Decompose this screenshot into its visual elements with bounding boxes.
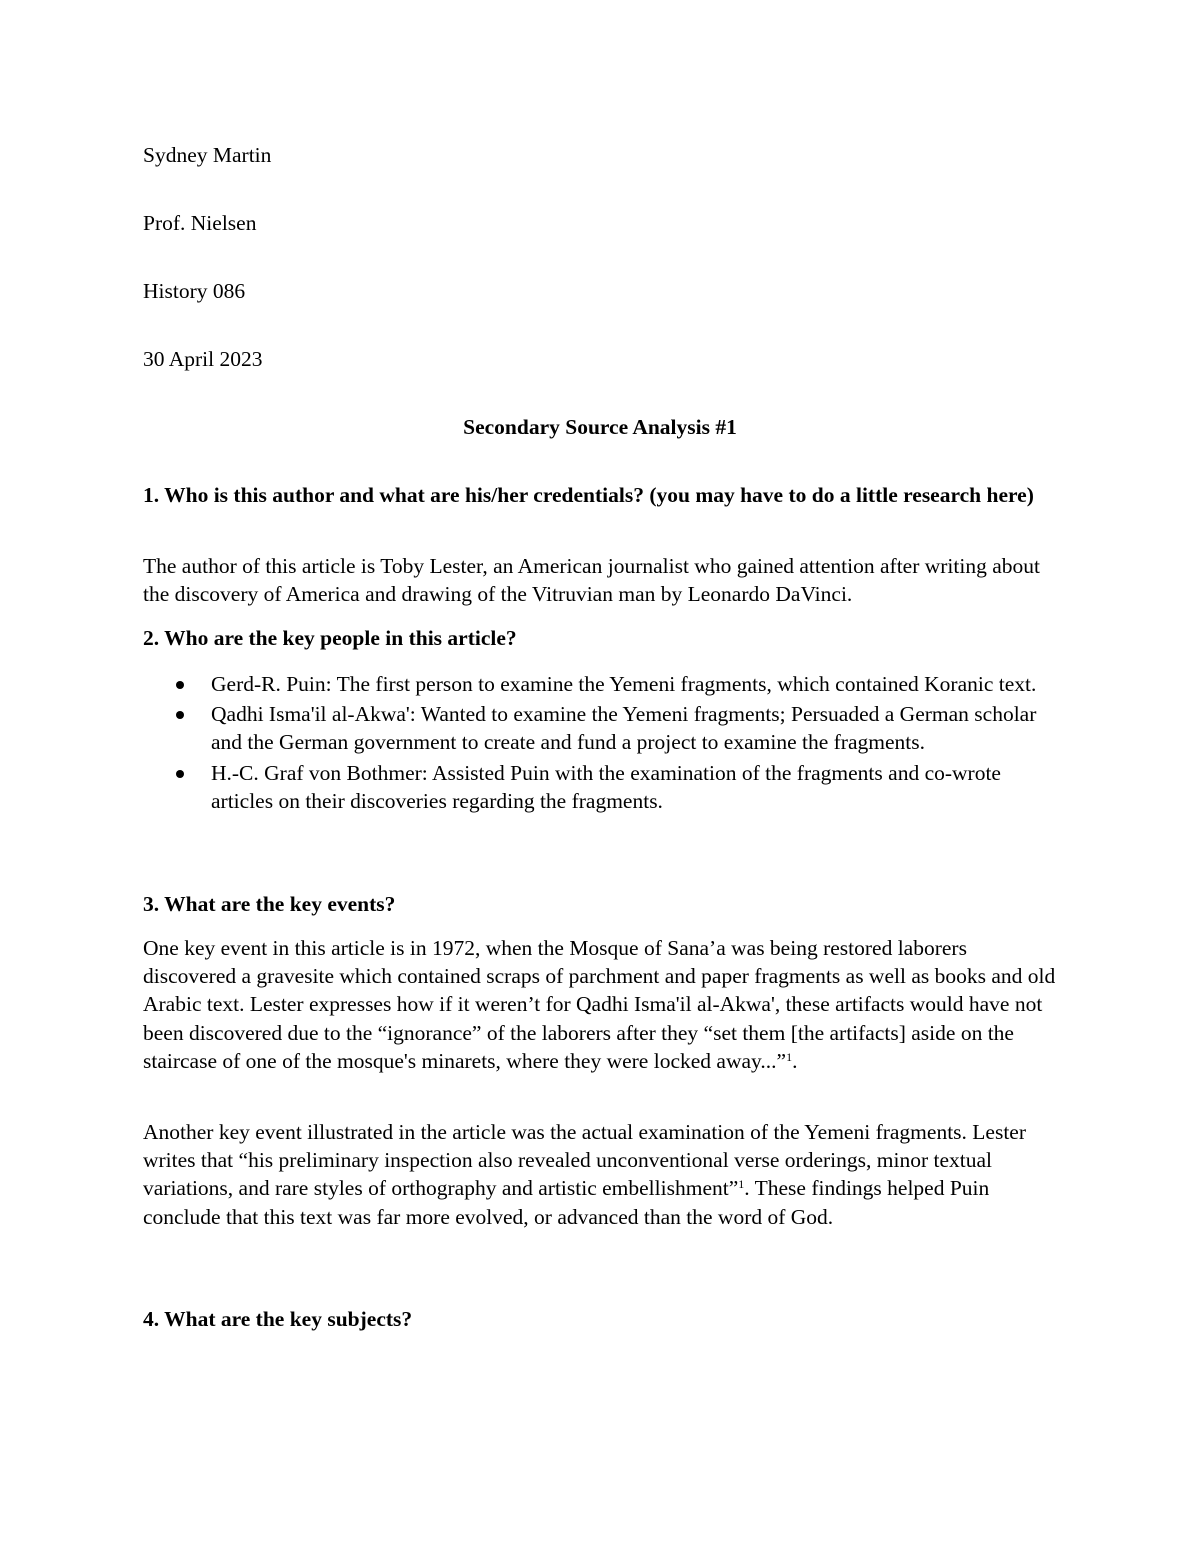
question-2-heading: 2. Who are the key people in this article? [143,626,517,650]
student-name: Sydney Martin [143,143,272,167]
list-item [143,700,1063,756]
document-title: Secondary Source Analysis #1 [463,415,737,439]
bullet-icon [176,711,184,719]
list-item [143,759,1063,815]
question-3-paragraph-2 [143,1118,1063,1231]
footnote-reference: 1 [738,1177,745,1192]
question-1-answer: The author of this article is Toby Lester, an American journalist who gained attention after writing about the discovery of America and drawing of the Vitruvian man by Leonardo DaVinci. [143,554,1040,607]
bullet-icon [176,681,184,689]
question-1-heading: 1. Who is this author and what are his/her credentials? (you may have to do a little research here) [143,483,1034,507]
list-item-text: Gerd-R. Puin: The first person to examine the Yemeni fragments, which contained Koranic text. [211,672,1037,696]
list-item [143,670,1063,698]
course-name: History 086 [143,279,246,303]
key-people-list [143,670,1063,817]
bullet-icon [176,770,184,778]
question-3-heading: 3. What are the key events? [143,892,396,916]
paragraph-text: One key event in this article is in 1972, when the Mosque of Sana’a was being restored laborers discovered a gravesite which contained scraps of parchment and paper fragments as well as books and old Arabic text. Lester expresses how if it weren’t for Qadhi Isma'il al-Akwa', these artifacts would have not been discovered due to the “ignorance” of the laborers after they “set them [the artifacts] aside on the staircase of one of the mosque's minarets, where they were locked away...” [143,936,1056,1073]
footnote-reference: 1 [786,1049,793,1064]
document-date: 30 April 2023 [143,347,263,371]
question-4-heading: 4. What are the key subjects? [143,1307,413,1331]
paragraph-end: . These findings helped Puin conclude that this text was far more evolved, or advanced than the word of God. [143,1176,990,1229]
paragraph-end: . [792,1048,798,1073]
question-3-paragraph-1 [143,934,1063,1075]
paragraph-text: Another key event illustrated in the article was the actual examination of the Yemeni fragments. Lester writes that “his preliminary inspection also revealed unconventional verse orderings, minor textual variations, and rare styles of orthography and artistic embellishment” [143,1120,1027,1201]
list-item-text: Qadhi Isma'il al-Akwa': Wanted to examine the Yemeni fragments; Persuaded a German scholar and the German government to create and fund a project to examine the fragments. [211,702,1037,755]
list-item-text: H.-C. Graf von Bothmer: Assisted Puin with the examination of the fragments and co-wrote articles on their discoveries regarding the fragments. [211,760,1001,813]
professor-name: Prof. Nielsen [143,211,257,235]
